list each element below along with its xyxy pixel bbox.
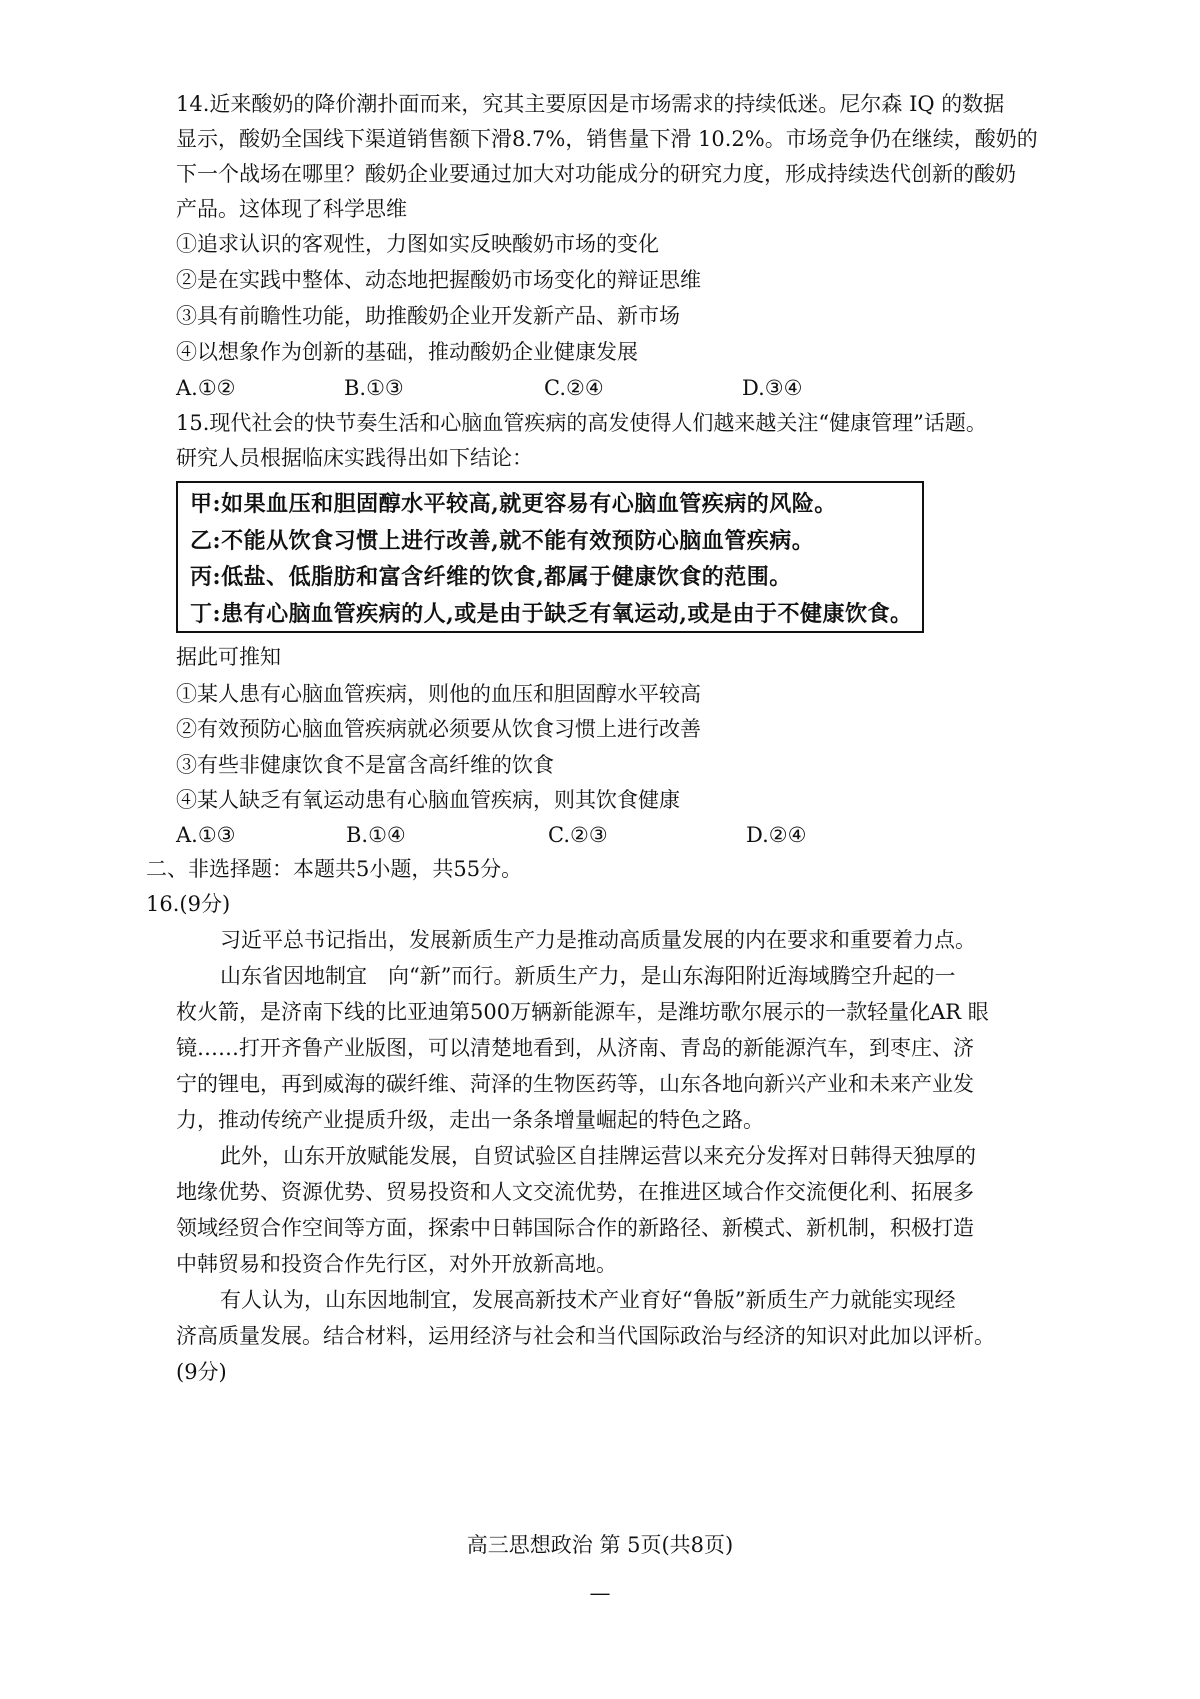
q16-paragraph-line: 镜……打开齐鲁产业版图，可以清楚地看到，从济南、青岛的新能源汽车，到枣庄、济 [176, 1036, 974, 1060]
q15-lead: 据此可推知 [176, 645, 281, 669]
page-footer: 高三思想政治 第 5页(共8页) [466, 1533, 734, 1557]
conclusion-jia: 甲:如果血压和胆固醇水平较高,就更容易有心脑血管疾病的风险。 [190, 491, 837, 517]
q16-paragraph-line: 中韩贸易和投资合作先行区，对外开放新高地。 [176, 1252, 617, 1276]
q16-paragraph-line: 力，推动传统产业提质升级，走出一条条增量崛起的特色之路。 [176, 1108, 764, 1132]
q15-item: ④某人缺乏有氧运动患有心脑血管疾病，则其饮食健康 [176, 788, 680, 812]
q16-label: 16.(9分) [146, 892, 231, 916]
q14-stem-line: 下一个战场在哪里？酸奶企业要通过加大对功能成分的研究力度，形成持续迭代创新的酸奶 [176, 162, 1016, 186]
q16-paragraph-line: 领域经贸合作空间等方面，探索中日韩国际合作的新路径、新模式、新机制，积极打造 [176, 1216, 974, 1240]
q15-option-b: B.①④ [346, 823, 406, 847]
q16-paragraph-line: 地缘优势、资源优势、贸易投资和人文交流优势，在推进区域合作交流便化利、拓展多 [176, 1180, 974, 1204]
conclusion-box [176, 481, 924, 633]
q16-paragraph-line: 枚火箭，是济南下线的比亚迪第500万辆新能源车，是潍坊歌尔展示的一款轻量化AR 眼 [176, 1000, 989, 1024]
conclusion-bing: 丙:低盐、低脂肪和富含纤维的饮食,都属于健康饮食的范围。 [190, 564, 792, 590]
q14-stem-line: 14.近来酸奶的降价潮扑面而来，究其主要原因是市场需求的持续低迷。尼尔森 IQ 的数据 [176, 92, 1005, 116]
q14-option-a: A.①② [176, 376, 236, 400]
q14-stem-line: 显示，酸奶全国线下渠道销售额下滑8.7%，销售量下滑 10.2%。市场竞争仍在继续，酸奶的 [176, 127, 1038, 151]
q15-item: ③有些非健康饮食不是富含高纤维的饮食 [176, 753, 554, 777]
conclusion-yi: 乙:不能从饮食习惯上进行改善,就不能有效预防心脑血管疾病。 [190, 527, 815, 554]
q14-item: ③具有前瞻性功能，助推酸奶企业开发新产品、新市场 [176, 304, 680, 328]
q15-option-a: A.①③ [176, 823, 236, 847]
q14-item: ④以想象作为创新的基础，推动酸奶企业健康发展 [176, 340, 638, 364]
q14-option-c: C.②④ [544, 376, 604, 400]
q14-item: ①追求认识的客观性，力图如实反映酸奶市场的变化 [176, 232, 659, 256]
q16-paragraph-line: 此外，山东开放赋能发展，自贸试验区自挂牌运营以来充分发挥对日韩得天独厚的 [220, 1144, 976, 1168]
q16-paragraph-line: 山东省因地制宜 向“新”而行。新质生产力，是山东海阳附近海域腾空升起的一 [220, 964, 956, 988]
footer-mark: — [589, 1581, 611, 1605]
q15-item: ①某人患有心脑血管疾病，则他的血压和胆固醇水平较高 [176, 682, 701, 706]
q14-item: ②是在实践中整体、动态地把握酸奶市场变化的辩证思维 [176, 268, 701, 292]
q16-paragraph-line: 有人认为，山东因地制宜，发展高新技术产业育好“鲁版”新质生产力就能实现经 [220, 1288, 956, 1312]
q16-paragraph-line: (9分) [176, 1360, 227, 1384]
q16-paragraph-line: 宁的锂电，再到威海的碳纤维、菏泽的生物医药等，山东各地向新兴产业和未来产业发 [176, 1072, 974, 1096]
q16-paragraph-line: 济高质量发展。结合材料，运用经济与社会和当代国际政治与经济的知识对此加以评析。 [176, 1324, 995, 1348]
q15-option-c: C.②③ [548, 823, 608, 847]
q15-option-d: D.②④ [746, 823, 807, 847]
conclusion-ding: 丁:患有心脑血管疾病的人,或是由于缺乏有氧运动,或是由于不健康饮食。 [190, 600, 913, 627]
q15-item: ②有效预防心脑血管疾病就必须要从饮食习惯上进行改善 [176, 717, 701, 741]
q14-stem-line: 产品。这体现了科学思维 [176, 197, 407, 221]
q16-paragraph-line: 习近平总书记指出，发展新质生产力是推动高质量发展的内在要求和重要着力点。 [220, 928, 976, 952]
q14-option-d: D.③④ [742, 376, 803, 400]
q15-stem-line: 研究人员根据临床实践得出如下结论： [176, 446, 533, 470]
q14-option-b: B.①③ [344, 376, 404, 400]
section-heading: 二、非选择题：本题共5小题，共55分。 [146, 857, 523, 881]
q15-stem-line: 15.现代社会的快节奏生活和心脑血管疾病的高发使得人们越来越关注“健康管理”话题。 [176, 411, 987, 435]
